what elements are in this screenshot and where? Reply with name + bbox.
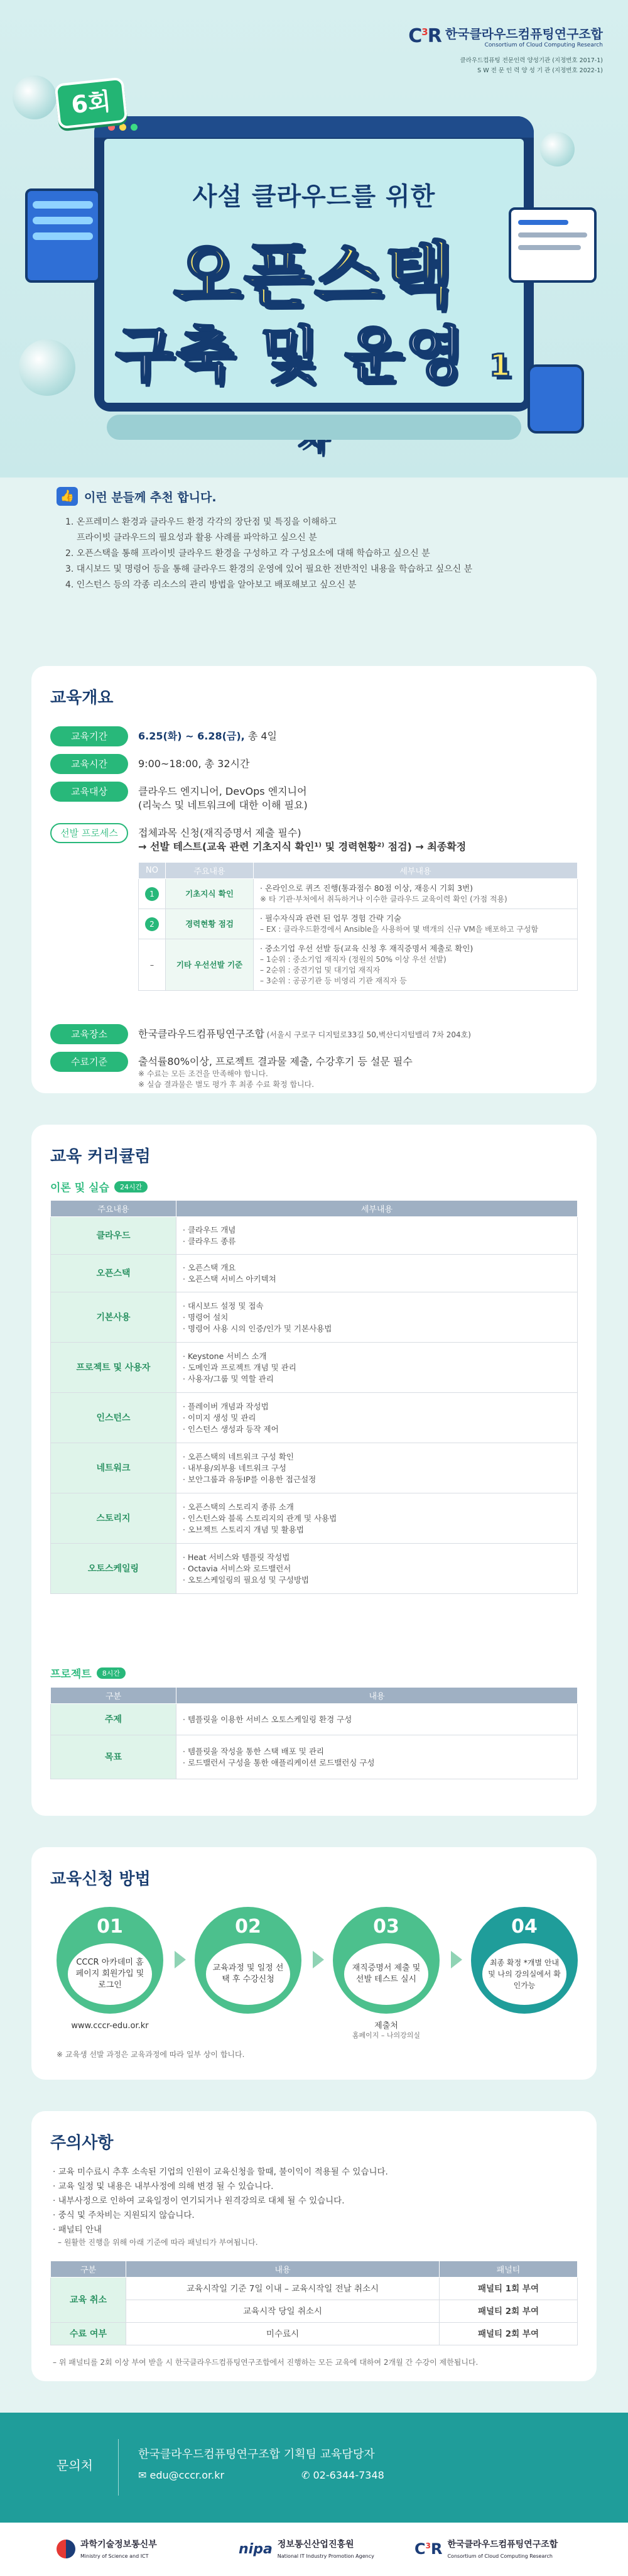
logo-cccr: $C^3R$ 한국클라우드컴퓨팅연구조합 Consortium of Cloud Computing Research — [414, 2540, 558, 2559]
theory-heading — [50, 1179, 148, 1194]
mail-icon: ✉ — [138, 2469, 150, 2481]
process-th-main: 주요내용 — [166, 863, 254, 879]
apply-step-3 — [333, 1907, 440, 2014]
apply-note: ※ 교육생 선발 과정은 교육과정에 따라 일부 상이 합니다. — [57, 2050, 245, 2059]
recommend-item: 2. 오픈스택을 통해 프라이빗 클라우드 환경을 구성하고 각 구성요소에 대해 학습하고 싶으신 분 — [65, 548, 430, 559]
penalty-th-cat: 구분 — [51, 2261, 126, 2278]
cert-note-1: ※ 수료는 모든 조건을 만족해야 합니다. — [138, 1069, 268, 1078]
hero-title-2-text: 구축 및 운영 — [115, 320, 466, 390]
process-main-2: 경력현황 점검 — [166, 909, 254, 939]
curriculum-item: · 보안그룹과 유동IP를 이용한 접근설정 — [183, 1474, 317, 1484]
penalty-th-content: 내용 — [126, 2261, 440, 2278]
curriculum-item: · 인스턴스 생성과 등작 제어 — [183, 1424, 279, 1434]
contact-phone-text: 02-6344-7348 — [313, 2469, 384, 2481]
process-line-2: → 선발 테스트(교육 관련 기초지식 확인¹⁾ 및 경력현황²⁾ 점검) → 최종확정 — [138, 841, 467, 853]
hero-title: 오픈스택 — [173, 235, 455, 317]
overview-row-place — [50, 1024, 471, 1045]
penalty-content: 미수료시 — [126, 2323, 440, 2345]
project-heading — [50, 1665, 126, 1681]
recommend-section — [57, 487, 578, 593]
label-time: 교육시간 — [50, 754, 128, 774]
brand-line-2: S W 전 문 인 력 양 성 기 관 (지정번호 2022-1) — [477, 67, 603, 74]
project-item: · 템플릿을 작성을 통한 스택 배포 및 관리 — [183, 1746, 324, 1756]
logo-nipa-en: National IT Industry Promotion Agency — [277, 2553, 374, 2559]
penalty-content: 교육시작일 기준 7일 이내 – 교육시작일 전날 취소시 — [126, 2278, 440, 2300]
table-row — [51, 2300, 578, 2323]
project-item: · 템플릿을 이용한 서비스 오토스케일링 환경 구성 — [176, 1704, 578, 1735]
table-row — [51, 2323, 578, 2345]
apply-card — [31, 1847, 597, 2080]
homepage-link[interactable]: www.cccr-edu.or.kr — [71, 2021, 149, 2031]
curriculum-item: · 도메인과 프로젝트 개념 및 관리 — [183, 1362, 296, 1372]
table-row — [51, 1343, 578, 1393]
hero-title-2 — [104, 307, 524, 464]
project-th-content: 내용 — [176, 1688, 578, 1704]
step-number-1: 1 — [145, 887, 159, 901]
server-slot-icon — [33, 201, 93, 209]
recommend-item: 프라이빗 클라우드의 필요성과 활용 사례를 파악하고 싶으신 분 — [77, 533, 317, 543]
recommend-title: 이런 분들께 추천 합니다. — [84, 490, 217, 505]
table-row — [139, 879, 578, 909]
table-row — [51, 1493, 578, 1544]
label-cert: 수료기준 — [50, 1052, 128, 1072]
theory-hours-badge: 24시간 — [114, 1181, 148, 1192]
penalty-table — [50, 2261, 578, 2345]
tablet-icon — [528, 364, 584, 434]
curriculum-cat: 오토스케일링 — [51, 1544, 176, 1594]
curriculum-cat: 네트워크 — [51, 1443, 176, 1493]
curriculum-item: · 오픈스택 서비스 아키텍쳐 — [183, 1274, 276, 1284]
curriculum-card — [31, 1125, 597, 1816]
curriculum-table-wrap — [50, 1200, 578, 1594]
curriculum-item: · 대시보드 설정 및 접속 — [183, 1301, 264, 1311]
caution-item: · 교육 일정 및 내용은 내부사정에 의해 변경 될 수 있습니다. — [53, 2181, 274, 2191]
caution-title: 주의사항 — [50, 2134, 114, 2153]
penalty-note: – 위 패널티를 2회 이상 부여 받을 시 한국클라우드컴퓨팅연구조합에서 진행하는 모든 교육에 대하여 2개월 간 수강이 제한됩니다. — [53, 2358, 479, 2367]
curriculum-item: · 클라우드 종류 — [183, 1236, 236, 1246]
curriculum-item: · Heat 서비스와 템플릿 작성법 — [183, 1552, 290, 1562]
logo-msit — [57, 2538, 157, 2560]
place-address: (서울시 구로구 디지털로33길 50,벽산디지털밸리 7차 204호) — [264, 1030, 471, 1039]
hero-round: 1 — [489, 348, 513, 383]
taegeuk-icon — [57, 2540, 75, 2558]
process-line-1: 접체과목 신청(재직증명서 제출 필수) — [138, 827, 301, 839]
logo-cccr-name: 한국클라우드컴퓨팅연구조합 — [447, 2540, 558, 2550]
period-extra: 총 4일 — [244, 730, 278, 742]
process-table-wrap — [138, 862, 578, 991]
curriculum-cat: 인스턴스 — [51, 1393, 176, 1443]
curriculum-item: · 오브젝트 스토리지 개념 및 활용법 — [183, 1524, 304, 1534]
contact-email[interactable] — [138, 2469, 224, 2481]
caution-item: · 교육 미수료시 추후 소속된 기업의 인원이 교육신청을 할때, 불이익이 적용될 수 있습니다. — [53, 2167, 388, 2177]
penalty-content: 교육시작 당일 취소시 — [126, 2300, 440, 2323]
curriculum-item: · 오픈스택의 스토리지 종류 소개 — [183, 1502, 294, 1512]
table-row — [51, 1255, 578, 1292]
table-row — [51, 1735, 578, 1779]
process-detail-3b: – 1순위 : 중소기업 재직자 (정원의 50% 이상 우선 선발) — [260, 955, 447, 964]
recommend-item: 1. 온프레미스 환경과 클라우드 환경 각각의 장단점 및 특징을 이해하고 — [65, 517, 337, 527]
table-row — [51, 1292, 578, 1343]
brand-logo: $C^3R$ 한국클라우드컴퓨팅연구조합 Consortium of Cloud Computing Research — [408, 25, 603, 48]
overview-row-period — [50, 726, 277, 746]
curriculum-cat: 오픈스택 — [51, 1255, 176, 1292]
overview-row-process — [50, 823, 466, 854]
logo-msit-en: Ministry of Science and ICT — [80, 2553, 149, 2559]
project-cat: 주제 — [51, 1704, 176, 1735]
penalty-value: 패널티 1회 부여 — [440, 2278, 578, 2300]
arrow-right-icon — [451, 1951, 462, 1968]
step-number-2: 2 — [145, 917, 159, 931]
arrow-right-icon — [313, 1951, 324, 1968]
table-row — [51, 1217, 578, 1255]
brand-block — [408, 24, 603, 76]
curriculum-item: · 인스턴스와 블록 스토리지의 관계 및 사용법 — [183, 1513, 337, 1523]
table-row — [139, 909, 578, 939]
contact-label: 문의처 — [57, 2458, 93, 2473]
overview-card — [31, 666, 597, 1093]
phone-icon: ✆ — [301, 2469, 313, 2481]
step-text: 교육과정 및 일정 선택 후 수강신청 — [206, 1943, 290, 2005]
submit-place: 제출처 — [374, 2021, 398, 2031]
period-value: 6.25(화) ~ 6.28(금), — [138, 730, 245, 742]
curriculum-cat: 클라우드 — [51, 1217, 176, 1255]
step-number: 04 — [511, 1916, 538, 1938]
curriculum-item: · Keystone 서비스 소개 — [183, 1351, 267, 1361]
step-number: 01 — [97, 1916, 123, 1938]
penalty-value: 패널티 2회 부여 — [440, 2323, 578, 2345]
curriculum-item: · 오토스케일링의 필요성 및 구성방법 — [183, 1575, 309, 1585]
decor-sphere — [13, 75, 57, 119]
overview-title: 교육개요 — [50, 689, 114, 707]
process-detail-2a: · 필수자식과 관련 된 업무 경험 간략 기술 — [260, 914, 401, 923]
process-table — [138, 862, 578, 991]
table-row — [51, 1443, 578, 1493]
project-table — [50, 1687, 578, 1779]
decor-sphere — [540, 132, 575, 166]
curriculum-item: · 클라우드 개념 — [183, 1225, 236, 1235]
curriculum-item: · 명령어 사용 시의 인증/인가 및 기본사용법 — [183, 1323, 332, 1333]
document-line-icon — [518, 245, 581, 250]
label-period: 교육기간 — [50, 726, 128, 746]
process-detail-3d: – 3순위 : 공공기관 등 비영리 기관 재직자 등 — [260, 976, 407, 985]
server-slot-icon — [33, 217, 93, 224]
label-process: 선발 프로세스 — [50, 823, 128, 843]
footer-divider — [118, 2439, 119, 2496]
curriculum-th-detail: 세부내용 — [176, 1201, 578, 1217]
overview-row-target — [50, 782, 308, 812]
process-main-1: 기초지식 확인 — [166, 879, 254, 909]
nipa-mark: nipa — [239, 2541, 273, 2557]
brand-name-en: Consortium of Cloud Computing Research — [484, 42, 603, 48]
logo-msit-name: 과학기술정보통신부 — [80, 2540, 157, 2550]
target-value-2: (리눅스 및 네트워크에 대한 이해 필요) — [138, 799, 308, 811]
project-table-wrap — [50, 1687, 578, 1779]
submit-place-detail: 홈페이지 – 나의강의실 — [352, 2031, 421, 2039]
penalty-table-wrap — [50, 2261, 578, 2345]
penalty-cat: 수료 여부 — [51, 2323, 126, 2345]
curriculum-item: · 오픈스택 개요 — [183, 1262, 236, 1272]
process-th-detail: 세부내용 — [254, 863, 578, 879]
overview-row-time — [50, 754, 249, 774]
time-value: 9:00~18:00, 총 32시간 — [138, 758, 250, 770]
label-target: 교육대상 — [50, 782, 128, 802]
curriculum-item: · Octavia 서비스와 로드밸런서 — [183, 1563, 291, 1573]
contact-email-text: edu@cccr.or.kr — [149, 2469, 225, 2481]
monitor-illustration — [94, 116, 534, 412]
penalty-value: 패널티 2회 부여 — [440, 2300, 578, 2323]
episode-badge: 6회 — [55, 77, 128, 129]
brand-line-1: 클라우드컴퓨팅 전문인력 양성기관 (지정번호 2017-1) — [460, 57, 603, 64]
logo-nipa — [239, 2538, 374, 2560]
step-number: 02 — [235, 1916, 261, 1938]
process-th-no: NO — [139, 863, 166, 879]
caution-item: · 내부사정으로 인하여 교육일정이 연기되거나 원격강의로 대체 될 수 있습니다. — [53, 2196, 345, 2206]
project-th-cat: 구분 — [51, 1688, 176, 1704]
table-row — [51, 2278, 578, 2300]
caution-item: · 패널티 안내 — [53, 2225, 102, 2235]
partner-logos — [0, 2523, 628, 2576]
step-text: CCCR 아카데미 홈페이지 회원가입 및 로그인 — [68, 1943, 152, 2005]
hero-subtitle: 사설 클라우드를 위한 — [192, 182, 436, 211]
thumbs-up-icon: 👍 — [57, 487, 78, 506]
caution-list — [53, 2165, 388, 2248]
overview-row-cert — [50, 1052, 413, 1090]
footer — [0, 2413, 628, 2576]
curriculum-table — [50, 1200, 578, 1594]
process-no-3: – — [139, 939, 166, 991]
process-detail-3a: · 중소기업 우선 선발 등(교육 신청 후 재직증명서 제출로 확인) — [260, 944, 474, 953]
project-label: 프로젝트 — [50, 1668, 92, 1681]
recommend-item: 4. 인스턴스 등의 각종 리소스의 관리 방법을 알아보고 배포해보고 싶으신 분 — [65, 580, 357, 590]
recommend-item: 3. 대시보드 및 명령어 등을 통해 클라우드 환경의 운영에 있어 필요한 전반적인 내용을 학습하고 싶으신 분 — [65, 564, 473, 574]
curriculum-cat: 기본사용 — [51, 1292, 176, 1343]
caution-item: – 원활한 진행을 위해 아래 기준에 따라 패널티가 부여됩니다. — [58, 2238, 258, 2247]
target-value: 클라우드 엔지니어, DevOps 엔지니어 — [138, 785, 307, 797]
step-text: 최종 확정 *개별 안내 및 나의 강의실에서 확인가능 — [482, 1943, 566, 2005]
curriculum-item: · 사용자/그룹 및 역할 관리 — [183, 1373, 274, 1384]
contact-phone[interactable] — [301, 2469, 384, 2481]
cert-note-2: ※ 실습 결과물은 별도 평가 후 최종 수료 확정 합니다. — [138, 1080, 315, 1089]
table-row — [139, 939, 578, 991]
logo-nipa-name: 정보통신산업진흥원 — [277, 2540, 354, 2550]
arrow-right-icon — [175, 1951, 186, 1968]
curriculum-title: 교육 커리큘럼 — [50, 1147, 151, 1166]
caution-item: · 중식 및 주차비는 지원되지 않습니다. — [53, 2210, 195, 2220]
caution-card — [31, 2111, 597, 2381]
theory-label: 이론 및 실습 — [50, 1182, 109, 1194]
table-row — [51, 1704, 578, 1735]
process-detail-3c: – 2순위 : 중견기업 및 대기업 재직자 — [260, 966, 381, 974]
apply-step-2 — [195, 1907, 301, 2014]
curriculum-cat: 스토리지 — [51, 1493, 176, 1544]
curriculum-item: · 이미지 생성 및 관리 — [183, 1412, 256, 1422]
process-detail-1b: ※ 타 기관·부처에서 취득하거나 이수한 클라우드 교육이력 확인 (가점 적용) — [260, 895, 507, 903]
apply-step-4 — [471, 1907, 578, 2014]
curriculum-item: · 명령어 설치 — [183, 1312, 229, 1322]
project-hours-badge: 8시간 — [97, 1667, 126, 1679]
apply-steps — [50, 1907, 578, 2064]
monitor-stand — [107, 415, 521, 440]
process-detail-2b: – EX : 클라우드환경에서 Ansible을 사용하여 몇 백개의 신규 VM을 배포하고 구성함 — [260, 925, 539, 934]
penalty-th-penalty: 패널티 — [440, 2261, 578, 2278]
table-row — [51, 1544, 578, 1594]
step-text: 재직증명서 제출 및 선발 테스트 실시 — [344, 1943, 428, 2005]
brand-name: 한국클라우드컴퓨팅연구조합 — [445, 26, 603, 41]
table-row — [51, 1393, 578, 1443]
contact-org: 한국클라우드컴퓨팅연구조합 기획팀 교육담당자 — [138, 2448, 375, 2461]
process-detail-1a: · 온라인으로 퀴즈 진행(통과점수 80점 이상, 재응시 기회 3번) — [260, 883, 473, 893]
label-place: 교육장소 — [50, 1024, 128, 1044]
document-line-icon — [518, 232, 587, 237]
monitor-screen — [104, 139, 524, 403]
recommend-list — [57, 515, 578, 593]
server-slot-icon — [33, 232, 93, 240]
logo-cccr-en: Consortium of Cloud Computing Research — [447, 2553, 553, 2559]
curriculum-item: · 오픈스택의 네트워크 구성 확인 — [183, 1451, 294, 1461]
decor-sphere — [19, 339, 75, 396]
curriculum-th-main: 주요내용 — [51, 1201, 176, 1217]
document-line-icon — [518, 220, 568, 225]
project-item: · 로드밸런서 구성을 통한 애플리케이션 로드밸런싱 구성 — [183, 1757, 375, 1767]
apply-title: 교육신청 방법 — [50, 1870, 151, 1889]
curriculum-item: · 내부용/외부용 네트워크 구성 — [183, 1463, 287, 1473]
penalty-cat: 교육 취소 — [51, 2278, 126, 2323]
apply-step-1 — [57, 1907, 163, 2014]
curriculum-cat: 프로젝트 및 사용자 — [51, 1343, 176, 1393]
hero-banner — [0, 0, 628, 478]
place-value: 한국클라우드컴퓨팅연구조합 — [138, 1028, 264, 1040]
step-number: 03 — [373, 1916, 399, 1938]
curriculum-item: · 플레이버 개념과 작성법 — [183, 1401, 269, 1411]
cert-value: 출석률80%이상, 프로젝트 결과물 제출, 수강후기 등 설문 필수 — [138, 1056, 413, 1067]
process-main-3: 기타 우선선발 기준 — [166, 939, 254, 991]
project-cat: 목표 — [51, 1735, 176, 1779]
